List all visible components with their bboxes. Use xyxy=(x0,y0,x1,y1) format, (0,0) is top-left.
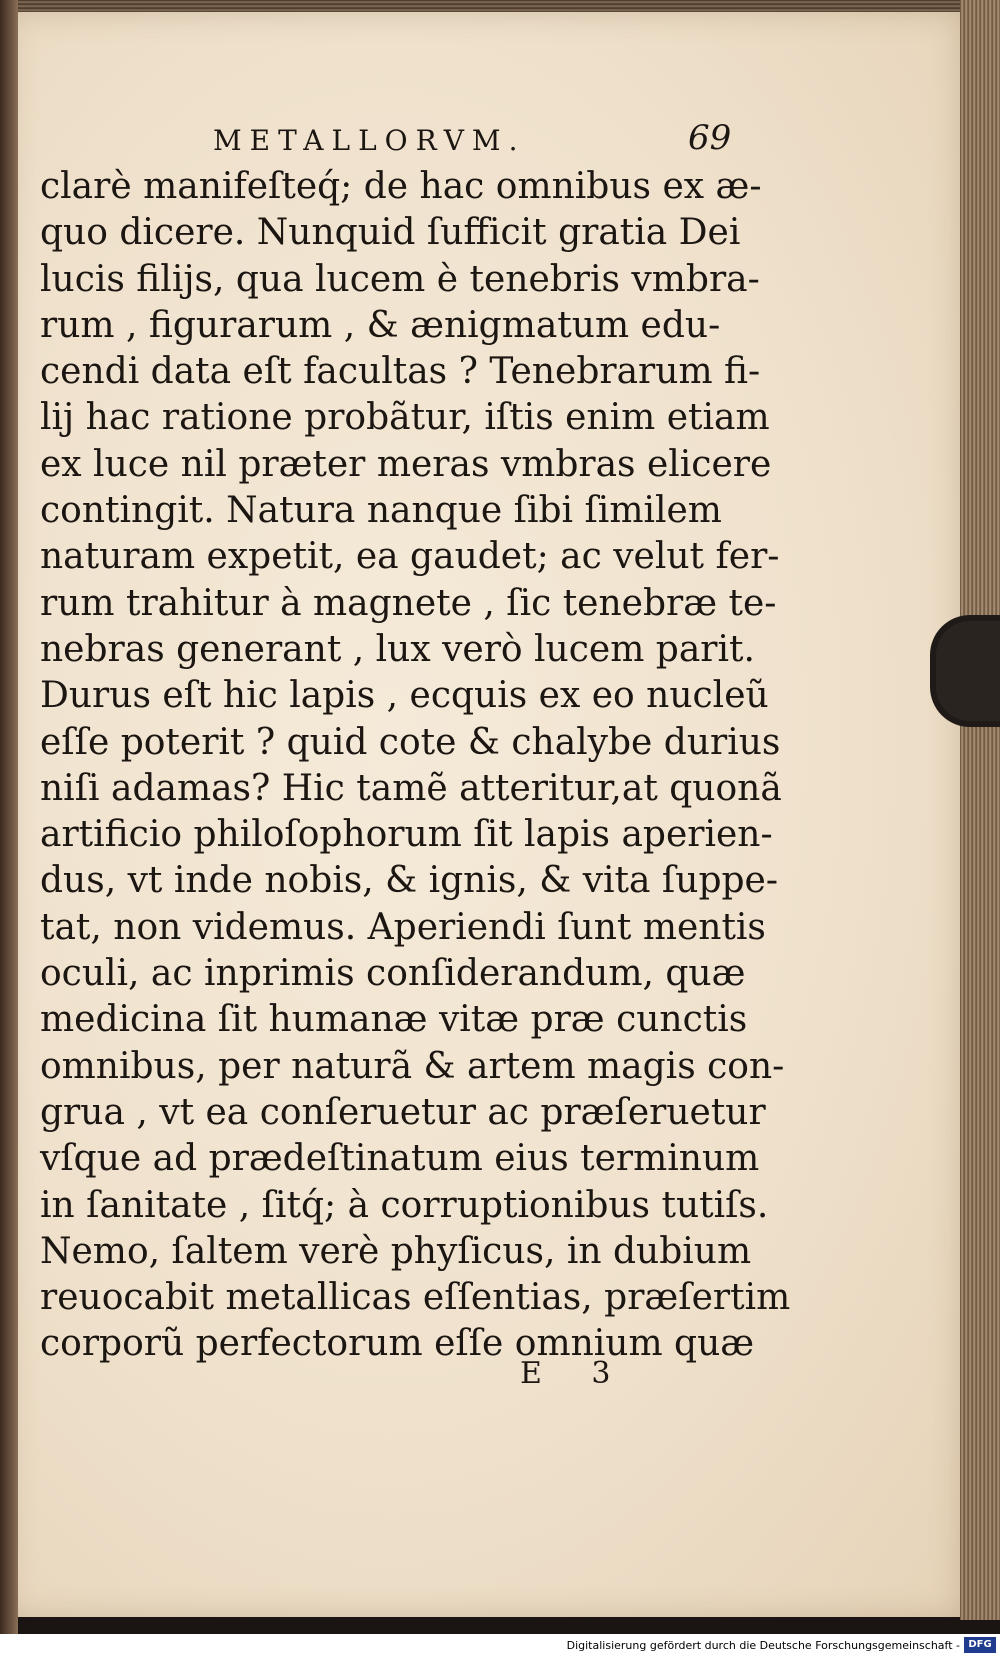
text-line: oculi, ac inprimis conſiderandum, quæ xyxy=(40,953,746,995)
text-line: Durus eſt hic lapis , ecquis ex eo nucleũ xyxy=(40,675,769,717)
text-line: in ſanitate , ſitq́; à corruptionibus tutiſs. xyxy=(40,1184,769,1226)
text-line: corporũ perfectorum eſſe omnium quæ xyxy=(40,1323,755,1365)
text-line: nebras generant , lux verò lucem parit. xyxy=(40,628,755,670)
text-line: quo dicere. Nunquid ſufficit gratia Dei xyxy=(40,212,741,254)
page-header xyxy=(8,118,960,164)
text-line: omnibus, per naturã & artem magis con- xyxy=(40,1045,785,1087)
text-line: rum , figurarum , & ænigmatum edu- xyxy=(40,304,721,346)
signature-mark: E 3 xyxy=(520,1356,611,1391)
text-line: tat, non videmus. Aperiendi ſunt mentis xyxy=(40,906,766,948)
text-line: grua , vt ea conſeruetur ac præſeruetur xyxy=(40,1091,766,1133)
page-number: 69 xyxy=(688,118,732,158)
book-page xyxy=(8,12,960,1617)
text-line: niſi adamas? Hic tamẽ atteritur,at quonã xyxy=(40,767,782,809)
body-text xyxy=(40,164,791,1368)
text-line: vſque ad prædeſtinatum eius terminum xyxy=(40,1138,760,1180)
text-line: clarè manifeſteq́; de hac omnibus ex æ- xyxy=(40,166,762,207)
text-line: rum trahitur à magnete , ſic tenebræ te- xyxy=(40,582,777,624)
running-title: METALLORVM. xyxy=(213,124,526,157)
text-line: artificio philoſophorum ſit lapis aperien- xyxy=(40,814,773,856)
text-line: naturam expetit, ea gaudet; ac velut fer- xyxy=(40,536,780,578)
text-line: lij hac ratione probãtur, iſtis enim etiam xyxy=(40,397,770,439)
text-line: cendi data eſt facultas ? Tenebrarum fi- xyxy=(40,351,761,393)
digitization-credit: Digitalisierung gefördert durch die Deutsche Forschungsgemeinschaft - xyxy=(566,1639,960,1652)
dfg-logo: DFG xyxy=(964,1637,996,1653)
digitization-footer xyxy=(0,1634,1000,1658)
text-line: contingit. Natura nanque ſibi ſimilem xyxy=(40,490,722,532)
text-line: Nemo, ſaltem verè phyſicus, in dubium xyxy=(40,1230,752,1272)
text-line: reuocabit metallicas eſſentias, præſertim xyxy=(40,1277,791,1319)
book-clasp xyxy=(930,615,1000,727)
text-line: medicina ſit humanæ vitæ præ cunctis xyxy=(40,999,748,1041)
text-line: ex luce nil præter meras vmbras elicere xyxy=(40,443,772,485)
page-fore-edge xyxy=(960,0,1000,1620)
book-gutter xyxy=(0,0,18,1658)
text-line: lucis filijs, qua lucem è tenebris vmbra- xyxy=(40,258,760,300)
text-line: eſſe poterit ? quid cote & chalybe durius xyxy=(40,721,781,763)
text-line: dus, vt inde nobis, & ignis, & vita ſuppe- xyxy=(40,860,778,902)
